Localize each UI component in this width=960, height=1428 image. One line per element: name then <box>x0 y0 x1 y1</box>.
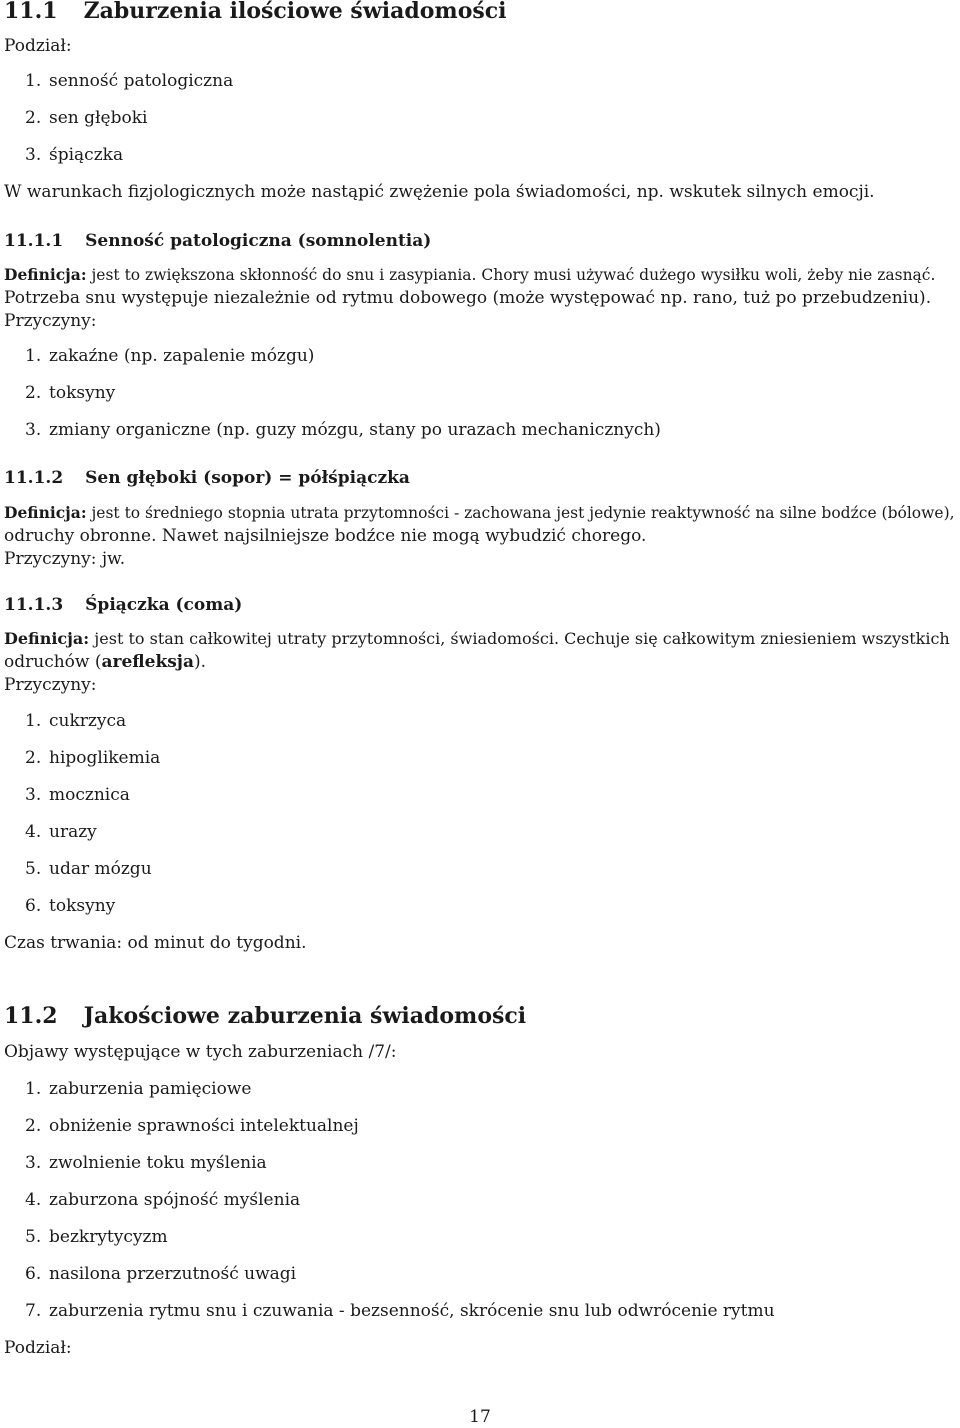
list-item: 4. urazy <box>25 822 97 842</box>
causes-label: Przyczyny: <box>4 311 97 331</box>
section-title: Zaburzenia ilościowe świadomości <box>83 0 507 24</box>
podzial-label: Podział: <box>4 1338 72 1358</box>
list-item: 5. udar mózgu <box>25 859 152 879</box>
duration-line: Czas trwania: od minut do tygodni. <box>4 933 307 953</box>
definition-line: odruchów (arefleksja). <box>4 652 207 672</box>
list-item: 4. zaburzona spójność myślenia <box>25 1190 301 1210</box>
definition-line: Potrzeba snu występuje niezależnie od rytmu dobowego (może występować np. rano, tuż po przebudzeniu). <box>4 288 932 308</box>
section-number: 11.1 <box>4 0 58 24</box>
causes-label: Przyczyny: <box>4 675 97 695</box>
list-item: 3. zmiany organiczne (np. guzy mózgu, stany po urazach mechanicznych) <box>25 420 661 440</box>
definition-line: Definicja: jest to średniego stopnia utrata przytomności - zachowana jest jedynie reaktywność na silne bodźce (bólowe), <box>4 503 955 522</box>
intro-line: Objawy występujące w tych zaburzeniach /7/: <box>4 1042 397 1062</box>
list-item: 2. toksyny <box>25 383 116 403</box>
causes-line: Przyczyny: jw. <box>4 549 126 569</box>
page-number: 17 <box>469 1407 491 1427</box>
definition-line: Definicja: jest to zwiększona skłonność do snu i zasypiania. Chory musi używać dużego wysiłku woli, żeby nie zasnąć. <box>4 265 936 284</box>
podzial-label: Podział: <box>4 36 72 56</box>
list-item: 6. nasilona przerzutność uwagi <box>25 1264 297 1284</box>
list-item: 2. hipoglikemia <box>25 748 161 768</box>
definition-line: Definicja: jest to stan całkowitej utraty przytomności, świadomości. Cechuje się całkowitym zniesieniem wszystkich <box>4 629 950 648</box>
list-item: 6. toksyny <box>25 896 116 916</box>
list-item: 3. zwolnienie toku myślenia <box>25 1153 267 1173</box>
note-paragraph: W warunkach fizjologicznych może nastąpić zwężenie pola świadomości, np. wskutek silnych emocji. <box>4 182 875 202</box>
list-item: 2. obniżenie sprawności intelektualnej <box>25 1116 359 1136</box>
subsection-heading-11-1-2: 11.1.2 Sen głęboki (sopor) = półśpiączka <box>4 468 410 488</box>
subsection-heading-11-1-1: 11.1.1 Senność patologiczna (somnolentia) <box>4 231 432 251</box>
definition-line: odruchy obronne. Nawet najsilniejsze bodźce nie mogą wybudzić chorego. <box>4 526 647 546</box>
list-item: 3. mocznica <box>25 785 130 805</box>
list-item: 1. zakaźne (np. zapalenie mózgu) <box>25 346 315 366</box>
section-heading-11-1 <box>4 0 956 24</box>
list-item: 7. zaburzenia rytmu snu i czuwania - bezsenność, skrócenie snu lub odwrócenie rytmu <box>25 1301 775 1321</box>
list-item: 3. śpiączka <box>25 145 124 165</box>
subsection-heading-11-1-3: 11.1.3 Śpiączka (coma) <box>4 595 243 615</box>
list-item: 5. bezkrytycyzm <box>25 1227 168 1247</box>
list-item: 1. zaburzenia pamięciowe <box>25 1079 252 1099</box>
section-heading-11-2: 11.2 Jakościowe zaburzenia świadomości <box>4 1003 527 1029</box>
list-item: 1. senność patologiczna <box>25 71 234 91</box>
list-item: 2. sen głęboki <box>25 108 148 128</box>
list-item: 1. cukrzyca <box>25 711 127 731</box>
